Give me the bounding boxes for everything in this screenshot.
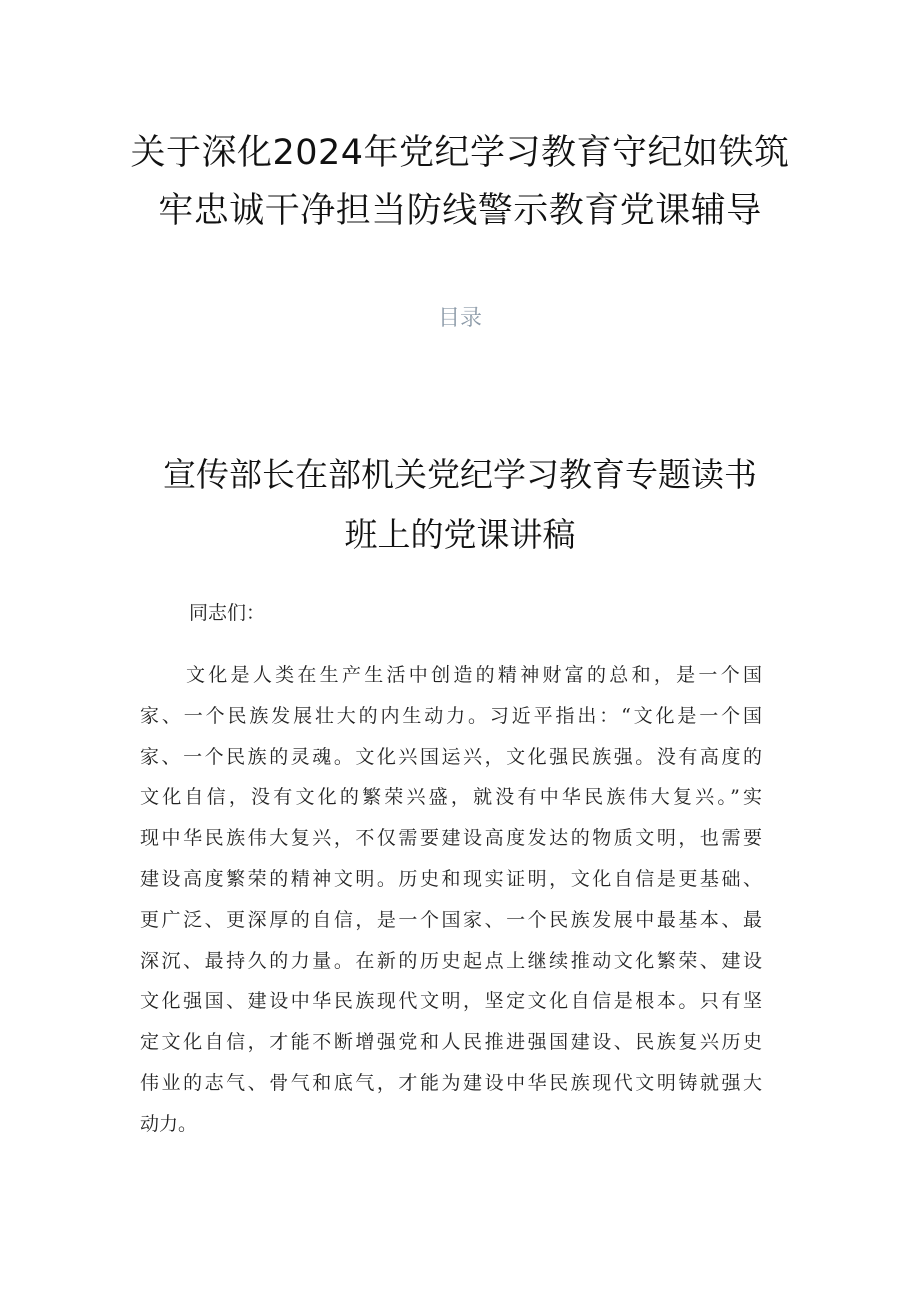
paragraph-line: 现中华民族伟大复兴，不仅需要建设高度发达的物质文明，也需要 xyxy=(140,827,762,850)
main-title-line-2: 牢忠诚干净担当防线警示教育党课辅导 xyxy=(158,191,762,231)
paragraph-line: 家、一个民族的灵魂。文化兴国运兴，文化强民族强。没有高度的 xyxy=(140,745,762,768)
main-title xyxy=(120,124,800,240)
paragraph-line: 伟业的志气、骨气和底气，才能为建设中华民族现代文明铸就强大 xyxy=(140,1071,762,1094)
paragraph-line: 文化自信，没有文化的繁荣兴盛，就没有中华民族伟大复兴。”实 xyxy=(140,786,762,809)
paragraph-line: 定文化自信，才能不断增强党和人民推进强国建设、民族复兴历史 xyxy=(140,1031,762,1054)
greeting: 同志们： xyxy=(189,602,266,624)
paragraph-line: 动力。 xyxy=(140,1112,198,1135)
paragraph-line: 建设高度繁荣的精神文明。历史和现实证明，文化自信是更基础、 xyxy=(140,867,762,890)
paragraph-line: 更广泛、更深厚的自信，是一个国家、一个民族发展中最基本、最 xyxy=(140,908,762,931)
body-paragraph xyxy=(140,655,780,1145)
main-title-line-1: 关于深化2024年党纪学习教育守纪如铁筑 xyxy=(130,133,790,173)
paragraph-line: 文化是人类在生产生活中创造的精神财富的总和，是一个国 xyxy=(186,664,762,686)
paragraph-line: 深沉、最持久的力量。在新的历史起点上继续推动文化繁荣、建设 xyxy=(140,949,762,972)
toc-label: 目录 xyxy=(437,306,482,331)
paragraph-line: 文化强国、建设中华民族现代文明，坚定文化自信是根本。只有坚 xyxy=(140,990,762,1013)
section-title-line-2: 班上的党课讲稿 xyxy=(344,515,576,554)
paragraph-line: 家、一个民族发展壮大的内生动力。习近平指出：“文化是一个国 xyxy=(140,704,762,727)
section-title-line-1: 宣传部长在部机关党纪学习教育专题读书 xyxy=(163,455,757,494)
section-title xyxy=(120,445,800,565)
